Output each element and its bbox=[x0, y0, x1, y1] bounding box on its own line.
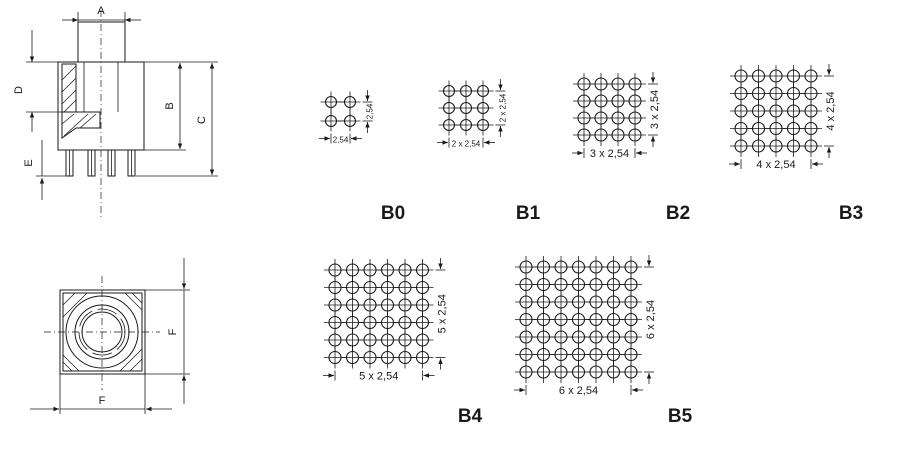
dimension-a bbox=[62, 5, 141, 22]
dim-label-y: 5 x 2,54 bbox=[436, 294, 449, 334]
variant-b4 bbox=[323, 258, 483, 427]
variant-b3 bbox=[729, 64, 863, 224]
dimension-e bbox=[23, 140, 66, 200]
dim-label-b: B bbox=[164, 102, 176, 110]
dim-label-x: 3 x 2,54 bbox=[589, 148, 630, 160]
dim-label-f-right: F bbox=[167, 328, 179, 336]
variant-label: B0 bbox=[380, 203, 406, 224]
dim-label-y: 3 x 2,54 bbox=[649, 89, 661, 130]
dimension-b bbox=[144, 62, 186, 150]
pin-pattern-variants bbox=[319, 64, 863, 427]
variant-b1 bbox=[437, 79, 541, 224]
dim-label-f-bottom: F bbox=[98, 395, 106, 407]
variant-label: B1 bbox=[515, 203, 541, 224]
variant-label: B3 bbox=[838, 203, 864, 224]
variant-b5 bbox=[514, 255, 693, 427]
dimension-c bbox=[136, 62, 218, 176]
variant-b2 bbox=[572, 72, 690, 224]
dim-label-a: A bbox=[97, 5, 105, 17]
side-pins bbox=[66, 150, 135, 176]
side-hatch bbox=[62, 64, 100, 138]
dim-label-y: 2 x 2,54 bbox=[498, 93, 508, 123]
dim-label-x: 2,54 bbox=[332, 135, 349, 145]
dimension-f-right bbox=[145, 258, 190, 404]
variant-label: B4 bbox=[457, 406, 483, 427]
dimension-d bbox=[13, 30, 62, 132]
top-view bbox=[30, 258, 190, 414]
dim-label-y: 2,54 bbox=[365, 103, 375, 120]
dim-label-c: C bbox=[196, 116, 208, 124]
dim-label-x: 2 x 2,54 bbox=[451, 139, 481, 149]
variant-label: B2 bbox=[665, 203, 691, 224]
dim-label-d: D bbox=[13, 86, 25, 94]
dimension-f-bottom bbox=[30, 374, 172, 414]
dim-label-e: E bbox=[23, 159, 35, 167]
side-view bbox=[13, 5, 218, 218]
dim-label-y: 4 x 2,54 bbox=[825, 91, 837, 131]
dim-label-y: 6 x 2,54 bbox=[645, 299, 657, 340]
side-neck bbox=[78, 22, 125, 62]
variant-b0 bbox=[319, 90, 405, 224]
dim-label-x: 6 x 2,54 bbox=[558, 385, 599, 397]
dim-label-x: 4 x 2,54 bbox=[756, 159, 796, 171]
variant-label: B5 bbox=[667, 406, 693, 427]
dim-label-x: 5 x 2,54 bbox=[359, 370, 399, 383]
